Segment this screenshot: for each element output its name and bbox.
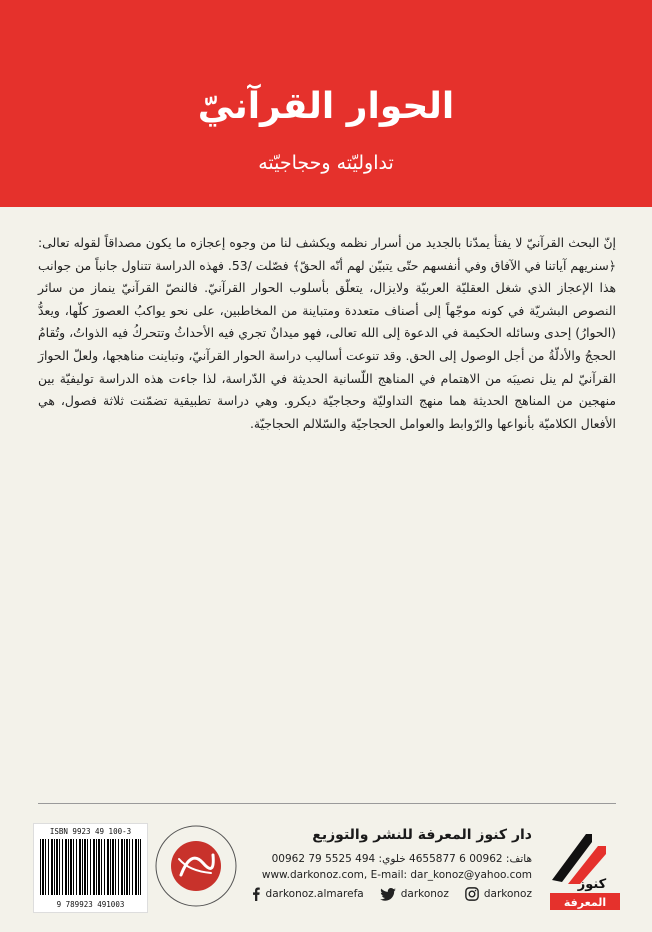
cover-designer-seal (153, 823, 239, 909)
logo-word-bottom: المعرفة (563, 896, 607, 909)
instagram-icon (465, 887, 479, 901)
twitter-link[interactable] (380, 888, 449, 901)
instagram-link[interactable] (465, 887, 532, 901)
publisher-logo (546, 826, 624, 912)
isbn-label: ISBN 9923 49 100-3 (49, 827, 132, 836)
facebook-link[interactable] (251, 887, 364, 901)
publisher-phones: هاتف: 00962 6 4655877 خلوي: 494 5525 79 00962 (271, 853, 532, 865)
blurb-paragraph: إنّ البحث القرآنيّ لا يفتأ يمدّنا بالجديد من أسرار نظمه ويكشف لنا من وجوه إعجازه ما يكون مصداقاً لقوله تعالى: ﴿سنريهم آياتنا في الآفاق وفي أنفسهم حتّى يتبيّن لهم أنّه الحقّ﴾ فصّلت /53. فهذه الدراسة تتناول جانباً من جوانب هذا الإعجاز الذي شغل العقليّة العربيّة ولايزال، يتعلّق بأسلوب الحوار القرآنيّ. فالنصّ القرآنيّ ينماز من سائر النصوص البشريّة في كونه موجّهاً إلى أصناف متعددة ومتباينة من المخاطبين، على نحو يواكبُ العصورَ كلّها، ويعدُّ (الحوارُ) إحدى وسائله الحكيمة في الدعوة إلى الله تعالى، فهو ميدانٌ تجري فيه الأحداثُ وتتحركُ فيه الذواتُ، وتُقامُ الحججُ والأدلّةُ من أجل الوصول إلى الحق. وقد تنوعت أساليب دراسة الحوار القرآنيّ، وتباينت مناهجها، ولعلّ الحوارَ القرآنيّ لم ينل نصيبَه من الاهتمام في المناهج اللّسانية الحديثة في الدّراسة، لذا جاءت هذه الدراسة توليفيّة بين منهجين من المناهج الحديثة هما منهج التداوليّة وحجاجيّة ديكرو. وهي دراسة تطبيقية تضمّنت ثلاثة فصول، هي الأفعال الكلاميّة بأنواعها والرّوابط والعوامل الحجاجيّة والسّلالم الحجاجيّة. (38, 235, 616, 431)
book-title: الحوار القرآنيّ (197, 86, 455, 127)
footer-divider (38, 803, 616, 804)
social-links (251, 887, 532, 901)
twitter-icon (380, 888, 396, 901)
publisher-name: دار كنوز المعرفة للنشر والتوزيع (312, 827, 532, 843)
publisher-web-email[interactable]: www.darkonoz.com, E-mail: dar_konoz@yahoo.com (261, 869, 532, 881)
facebook-handle: darkonoz.almarefa (265, 888, 364, 900)
twitter-handle: darkonoz (400, 888, 449, 900)
barcode-bars (40, 839, 141, 895)
facebook-icon (251, 887, 261, 901)
logo-word-top: كنوز (577, 877, 607, 892)
barcode-number: 9 789923 491003 (56, 900, 125, 909)
blurb (38, 232, 616, 435)
instagram-handle: darkonoz (483, 888, 532, 900)
book-subtitle: تداوليّته وحجاجيّته (258, 152, 394, 174)
isbn-barcode (33, 823, 148, 913)
